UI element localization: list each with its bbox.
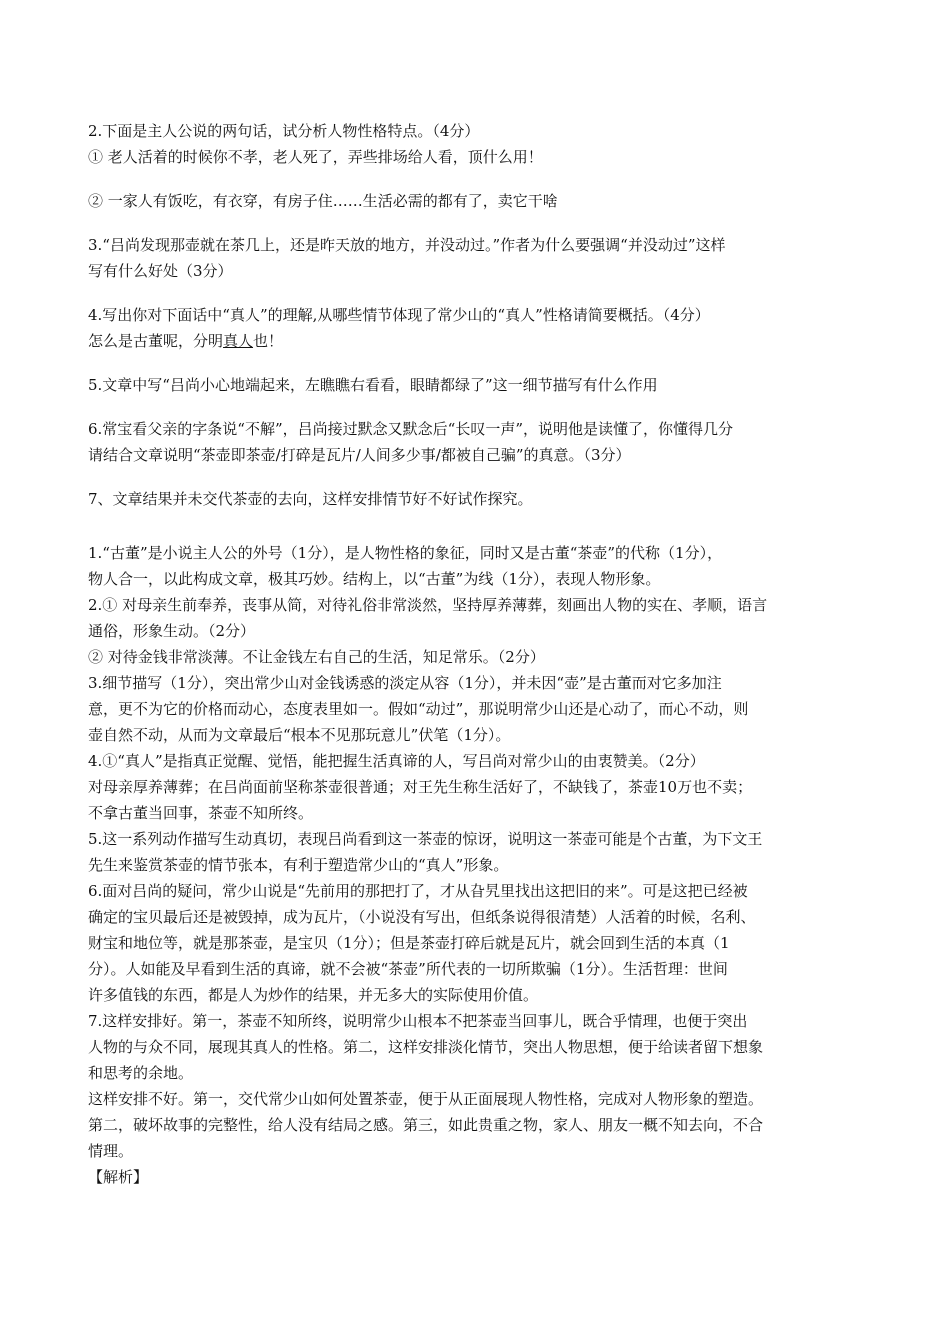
answer-section [88, 540, 858, 1190]
answer-line: 对母亲厚养薄葬；在吕尚面前坚称茶壶很普通；对王先生称生活好了，不缺钱了，茶壶10万也不卖； [88, 778, 753, 796]
answer-line: 1.“古董”是小说主人公的外号（1分），是人物性格的象征，同时又是古董“茶壶”的代称（1分）， [88, 544, 723, 562]
answer-line: 7.这样安排好。第一，茶壶不知所终，说明常少山根本不把茶壶当回事儿，既合乎情理，也便于突出 [88, 1012, 748, 1030]
answer-line: 不拿古董当回事，茶壶不知所终。 [88, 804, 314, 822]
underlined-word: 真人 [223, 332, 254, 350]
question-4-line-1: 4.写出你对下面话中“真人”的理解,从哪些情节体现了常少山的“真人”性格请简要概括。（4分） [88, 306, 710, 324]
question-2-title: 2.下面是主人公说的两句话，试分析人物性格特点。（4分） [88, 122, 480, 140]
answer-line: 通俗，形象生动。（2分） [88, 622, 256, 640]
answer-line: 情理。 [88, 1142, 134, 1160]
question-6-line-1: 6.常宝看父亲的字条说“不解”，吕尚接过默念又默念后“长叹一声”，说明他是读懂了，你懂得几分 [88, 420, 733, 438]
answer-line: 5.这一系列动作描写生动真切，表现吕尚看到这一茶壶的惊讶，说明这一茶壶可能是个古董，为下文王 [88, 830, 763, 848]
question-4 [88, 302, 858, 354]
answer-line: 分）。人如能及早看到生活的真谛，就不会被“茶壶”所代表的一切所欺骗（1分）。生活哲理：世间 [88, 960, 728, 978]
question-3-line-2: 写有什么好处（3分） [88, 262, 233, 280]
answer-line: 先生来鉴赏茶壶的情节张本，有利于塑造常少山的“真人”形象。 [88, 856, 509, 874]
answer-line: 和思考的余地。 [88, 1064, 194, 1082]
question-4-quote-start: 怎么是古董呢，分明 [88, 332, 224, 350]
question-2-sentence-2: ② 一家人有饭吃，有衣穿，有房子住……生活必需的都有了，卖它干啥 [88, 192, 558, 210]
answer-line: 3.细节描写（1分），突出常少山对金钱诱惑的淡定从容（1分），并未因“壶”是古董而对它多加注 [88, 674, 722, 692]
answer-line: 这样安排不好。第一，交代常少山如何处置茶壶，便于从正面展现人物性格，完成对人物形象的塑造。 [88, 1090, 764, 1108]
question-7 [88, 486, 858, 512]
question-5-text: 5.文章中写“吕尚小心地端起来，左瞧瞧右看看，眼睛都绿了”这一细节描写有什么作用 [88, 376, 658, 394]
answer-line: 2.① 对母亲生前奉养，丧事从简，对待礼俗非常淡然，坚持厚养薄葬，刻画出人物的实在、孝顺，语言 [88, 596, 768, 614]
answer-line: 4.①“真人”是指真正觉醒、觉悟，能把握生活真谛的人，写吕尚对常少山的由衷赞美。（2分） [88, 752, 705, 770]
analysis-heading: 【解析】 [88, 1168, 149, 1186]
answer-line: 人物的与众不同，展现其真人的性格。第二，这样安排淡化情节，突出人物思想，便于给读者留下想象 [88, 1038, 764, 1056]
answer-line: ② 对待金钱非常淡薄。不让金钱左右自己的生活，知足常乐。（2分） [88, 648, 545, 666]
answer-line: 确定的宝贝最后还是被毁掉，成为瓦片，（小说没有写出，但纸条说得很清楚）人活着的时候，名利、 [88, 908, 756, 926]
answer-line: 物人合一，以此构成文章，极其巧妙。结构上，以“古董”为线（1分），表现人物形象。 [88, 570, 661, 588]
question-4-quote [88, 328, 858, 354]
question-4-quote-end: 也！ [253, 332, 284, 350]
answer-line: 壶自然不动，从而为文章最后“根本不见那玩意儿”伏笔（1分）。 [88, 726, 511, 744]
question-2 [88, 118, 858, 214]
question-3-line-1: 3.“吕尚发现那壶就在茶几上，还是昨天放的地方，并没动过。”作者为什么要强调“并没动过”这样 [88, 236, 726, 254]
answer-line: 财宝和地位等，就是那茶壶，是宝贝（1分）；但是茶壶打碎后就是瓦片，就会回到生活的本真（1 [88, 934, 730, 952]
answer-line: 6.面对吕尚的疑问，常少山说是“先前用的那把打了，才从旮旯里找出这把旧的来”。可是这把已经被 [88, 882, 748, 900]
question-3 [88, 232, 858, 284]
question-6 [88, 416, 858, 468]
question-5 [88, 372, 858, 398]
answer-line: 第二，破坏故事的完整性，给人没有结局之感。第三，如此贵重之物，家人、朋友一概不知去向，不合 [88, 1116, 764, 1134]
question-2-sentence-1: ① 老人活着的时候你不孝，老人死了，弄些排场给人看，顶什么用！ [88, 148, 543, 166]
question-6-line-2: 请结合文章说明“茶壶即茶壶/打碎是瓦片/人间多少事/都被自己骗”的真意。（3分） [88, 446, 631, 464]
document-page [88, 118, 858, 1190]
answer-line: 许多值钱的东西，都是人为炒作的结果，并无多大的实际使用价值。 [88, 986, 539, 1004]
answer-line: 意，更不为它的价格而动心，态度表里如一。假如“动过”，那说明常少山还是心动了，而心不动，则 [88, 700, 749, 718]
question-7-text: 7、文章结果并未交代茶壶的去向，这样安排情节好不好试作探究。 [88, 490, 533, 508]
